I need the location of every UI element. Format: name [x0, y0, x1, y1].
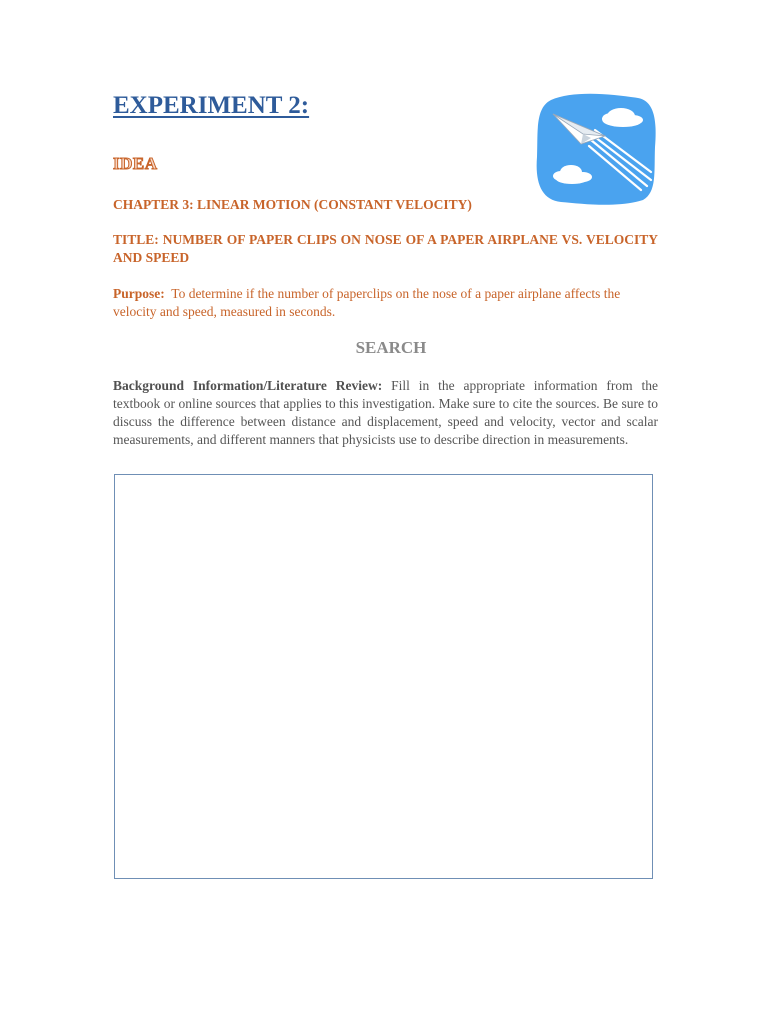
background-text: Fill in the appropriate information from the textbook or online sources that applies to this investigation. Make sure to cite the sources. Be sure to discuss the difference between distance and displacement, speed and velocity, vector and scalar measurements, and different manners that physicists use to describe direction in measurements. — [113, 378, 659, 447]
paper-airplane-icon — [533, 92, 658, 207]
idea-heading: IDEA — [113, 154, 158, 173]
background-paragraph — [113, 377, 658, 449]
purpose-label: Purpose: — [113, 286, 165, 301]
search-heading — [0, 338, 770, 358]
background-label: Background Information/Literature Review: — [113, 378, 383, 393]
purpose-paragraph — [113, 285, 661, 321]
search-heading-text: SEARCH — [355, 338, 427, 357]
background-answer-box[interactable] — [114, 474, 653, 879]
experiment-topic-title: TITLE: NUMBER OF PAPER CLIPS ON NOSE OF A PAPER AIRPLANE VS. VELOCITY AND SPEED — [113, 232, 658, 265]
purpose-text: To determine if the number of paperclips on the nose of a paper airplane affects the velocity and speed, measured in seconds. — [113, 286, 621, 319]
chapter-heading: CHAPTER 3: LINEAR MOTION (CONSTANT VELOCITY) — [113, 197, 472, 212]
paper-airplane-illustration — [533, 92, 658, 207]
experiment-title: EXPERIMENT 2: — [113, 92, 310, 119]
